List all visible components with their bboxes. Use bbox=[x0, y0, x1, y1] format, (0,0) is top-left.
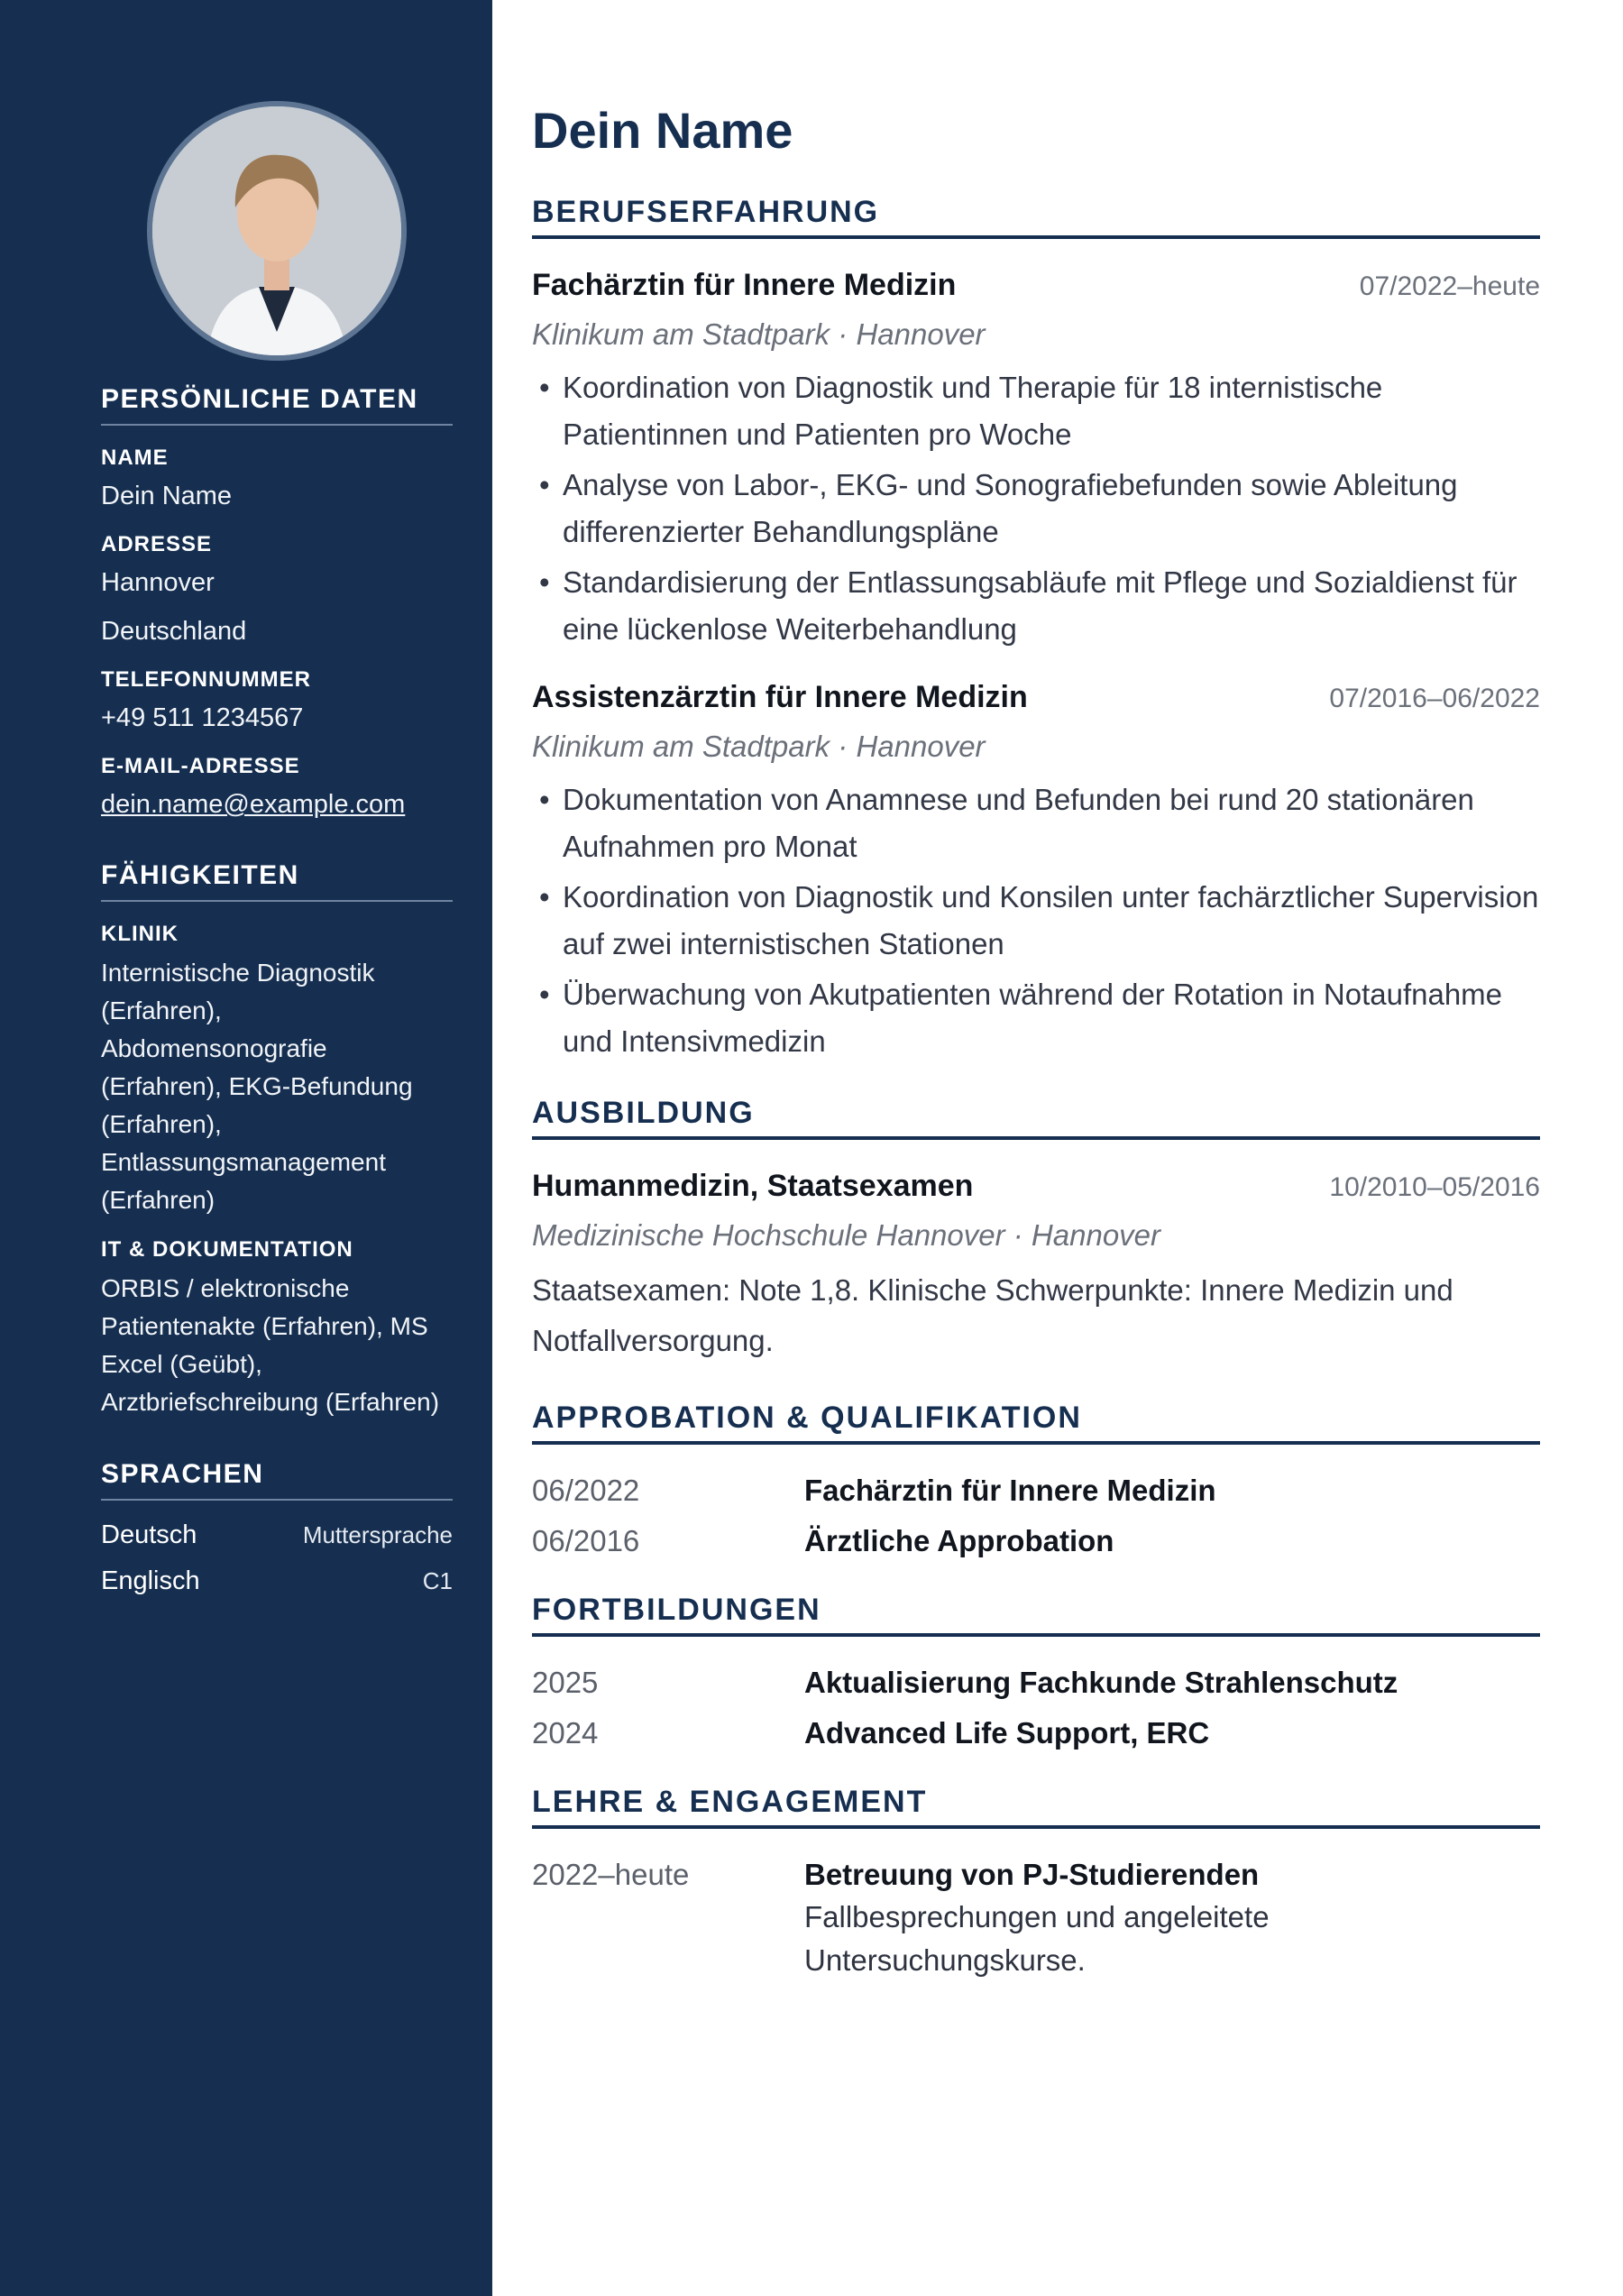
list-item bbox=[532, 1716, 1540, 1750]
phone-label: TELEFONNUMMER bbox=[101, 667, 311, 692]
job-bullet: • Dokumentation von Anamnese und Befunden bei rund 20 stationären Aufnahmen pro Monat bbox=[532, 776, 1540, 870]
job-bullet: • Analyse von Labor-, EKG- und Sonografiebefunden sowie Ableitung differenzierter Behandlungspläne bbox=[532, 462, 1540, 556]
approbation-heading: APPROBATION & QUALIFIKATION bbox=[532, 1401, 1540, 1445]
job-entry bbox=[532, 680, 1540, 1065]
skills-heading: FÄHIGKEITEN bbox=[101, 860, 453, 902]
education-desc: Staatsexamen: Note 1,8. Klinische Schwerpunkte: Innere Medizin und Notfallversorgung. bbox=[532, 1273, 1453, 1357]
list-item bbox=[532, 1666, 1540, 1700]
education-date: 10/2010–05/2016 bbox=[1329, 1172, 1540, 1202]
language-row bbox=[101, 1566, 453, 1596]
email-link[interactable]: dein.name@example.com bbox=[101, 790, 406, 819]
job-org: Klinikum am Stadtpark · Hannover bbox=[532, 730, 986, 763]
job-date: 07/2016–06/2022 bbox=[1329, 684, 1540, 713]
language-level: Muttersprache bbox=[302, 1521, 453, 1548]
item-title: Advanced Life Support, ERC bbox=[804, 1716, 1210, 1750]
education-heading: AUSBILDUNG bbox=[532, 1096, 1540, 1140]
item-date: 2025 bbox=[532, 1666, 599, 1699]
language-row bbox=[101, 1520, 453, 1550]
skill-group-label: KLINIK bbox=[101, 922, 179, 946]
language-name: Deutsch bbox=[101, 1520, 197, 1549]
page-title: Dein Name bbox=[532, 102, 793, 159]
item-title: Ärztliche Approbation bbox=[804, 1524, 1114, 1557]
main-content bbox=[532, 101, 1540, 1998]
list-item bbox=[532, 1474, 1540, 1508]
item-date: 06/2016 bbox=[532, 1524, 640, 1557]
skill-group-value: Internistische Diagnostik (Erfahren), Abdomensonografie (Erfahren), EKG-Befundung (Erfahren), Entlassungsmanagement (Erfahren) bbox=[101, 959, 413, 1214]
fortbildung-heading: FORTBILDUNGEN bbox=[532, 1593, 1540, 1637]
job-bullet: • Koordination von Diagnostik und Therapie für 18 internistische Patientinnen und Patienten pro Woche bbox=[532, 364, 1540, 458]
job-bullet: • Koordination von Diagnostik und Konsilen unter fachärztlicher Supervision auf zwei internistischen Stationen bbox=[532, 874, 1540, 968]
sidebar-content bbox=[101, 384, 453, 1612]
job-title: Assistenzärztin für Innere Medizin bbox=[532, 680, 1028, 714]
item-title: Fachärztin für Innere Medizin bbox=[804, 1474, 1216, 1507]
personal-data-heading: PERSÖNLICHE DATEN bbox=[101, 384, 453, 426]
education-entry bbox=[532, 1169, 1540, 1366]
skill-group-label: IT & DOKUMENTATION bbox=[101, 1237, 353, 1262]
item-title: Aktualisierung Fachkunde Strahlenschutz bbox=[804, 1666, 1398, 1699]
name-value: Dein Name bbox=[101, 482, 233, 510]
item-desc: Fallbesprechungen und angeleitete Untersuchungskurse. bbox=[804, 1900, 1270, 1977]
item-date: 2024 bbox=[532, 1716, 599, 1750]
item-date: 06/2022 bbox=[532, 1474, 640, 1507]
address-city: Hannover bbox=[101, 568, 215, 597]
job-date: 07/2022–heute bbox=[1359, 271, 1540, 301]
address-country: Deutschland bbox=[101, 617, 247, 646]
job-title: Fachärztin für Innere Medizin bbox=[532, 268, 957, 302]
skill-group-value: ORBIS / elektronische Patientenakte (Erfahren), MS Excel (Geübt), Arztbriefschreibung (Erfahren) bbox=[101, 1274, 440, 1416]
languages-heading: SPRACHEN bbox=[101, 1459, 453, 1501]
item-title: Betreuung von PJ-Studierenden bbox=[804, 1858, 1260, 1891]
email-label: E-MAIL-ADRESSE bbox=[101, 754, 300, 778]
name-label: NAME bbox=[101, 445, 169, 470]
profile-photo bbox=[147, 101, 407, 361]
lehre-heading: LEHRE & ENGAGEMENT bbox=[532, 1785, 1540, 1829]
list-item bbox=[532, 1524, 1540, 1558]
sidebar bbox=[0, 0, 492, 2296]
language-name: Englisch bbox=[101, 1566, 200, 1595]
education-title: Humanmedizin, Staatsexamen bbox=[532, 1169, 974, 1203]
job-bullet: • Standardisierung der Entlassungsabläufe mit Pflege und Sozialdienst für eine lückenlose Weiterbehandlung bbox=[532, 559, 1540, 653]
portrait-photo-icon bbox=[152, 106, 401, 355]
address-label: ADRESSE bbox=[101, 532, 213, 556]
language-level: C1 bbox=[422, 1567, 453, 1594]
job-bullet: • Überwachung von Akutpatienten während der Rotation in Notaufnahme und Intensivmedizin bbox=[532, 971, 1540, 1065]
phone-value: +49 511 1234567 bbox=[101, 703, 304, 732]
job-entry bbox=[532, 268, 1540, 653]
experience-heading: BERUFSERFAHRUNG bbox=[532, 195, 1540, 239]
list-item bbox=[532, 1858, 1540, 1982]
item-date: 2022–heute bbox=[532, 1858, 690, 1891]
education-org: Medizinische Hochschule Hannover · Hannover bbox=[532, 1218, 1161, 1252]
job-org: Klinikum am Stadtpark · Hannover bbox=[532, 317, 986, 351]
